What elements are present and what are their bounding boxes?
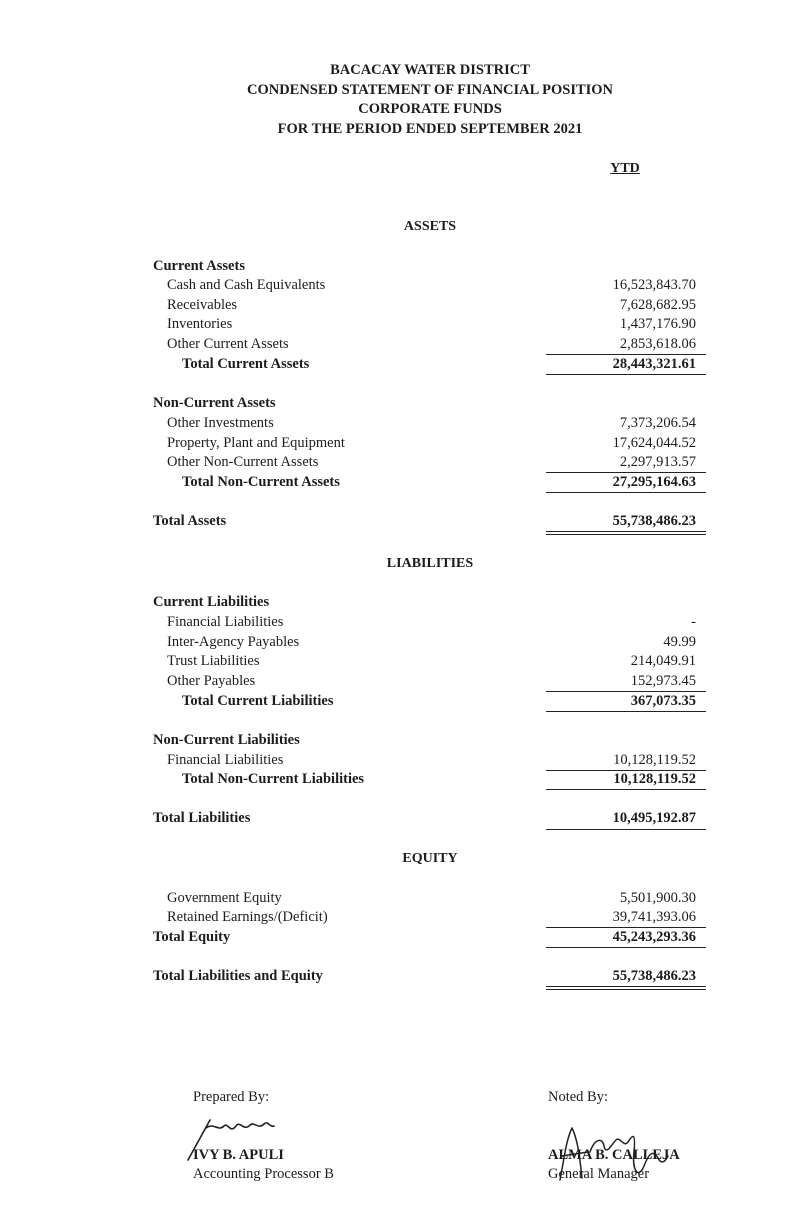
table-row [0, 673, 810, 693]
total-rule [546, 711, 706, 712]
report-fund: CORPORATE FUNDS [358, 101, 502, 117]
row-value: 10,128,119.52 [613, 752, 696, 768]
noted-by-caption: Noted By: [548, 1089, 609, 1105]
total-value: 367,073.35 [630, 693, 696, 709]
row-label: Property, Plant and Equipment [167, 435, 345, 451]
noncurrent-assets-heading: Non-Current Assets [153, 395, 276, 411]
total-assets-row [0, 513, 810, 533]
total-label: Total Liabilities and Equity [153, 968, 323, 984]
double-rule-bottom [546, 534, 706, 535]
report-agency-name: BACACAY WATER DISTRICT [330, 62, 530, 78]
table-row [0, 890, 810, 910]
table-row [0, 277, 810, 297]
double-rule-bottom [546, 989, 706, 990]
row-label: Financial Liabilities [167, 614, 284, 630]
row-label: Other Investments [167, 415, 274, 431]
row-value: 2,853,618.06 [619, 336, 696, 352]
table-row [0, 653, 810, 673]
prepared-by-name: IVY B. APULI [193, 1147, 284, 1163]
total-rule [546, 374, 706, 375]
prepared-by-caption: Prepared By: [193, 1089, 270, 1105]
total-rule [546, 947, 706, 948]
table-row [0, 316, 810, 336]
row-label: Inventories [167, 316, 233, 332]
noncurrent-assets-heading-row [0, 395, 810, 415]
ytd-column-header: YTD [610, 161, 640, 176]
row-value: 16,523,843.70 [612, 277, 696, 293]
row-value: 1,437,176.90 [619, 316, 696, 332]
row-value: 49.99 [663, 634, 696, 650]
prepared-by-position: Accounting Processor B [193, 1166, 334, 1182]
report-title: CONDENSED STATEMENT OF FINANCIAL POSITION [246, 82, 614, 98]
noted-by-position: General Manager [548, 1166, 650, 1182]
total-rule [546, 829, 706, 830]
table-row [0, 614, 810, 634]
row-value: - [691, 614, 696, 630]
subtotal-rule [546, 472, 706, 473]
total-label: Total Liabilities [153, 810, 251, 826]
total-current-assets-row [0, 356, 810, 376]
report-period: FOR THE PERIOD ENDED SEPTEMBER 2021 [277, 121, 583, 137]
total-label: Total Non-Current Assets [182, 474, 340, 490]
total-current-liabilities-row [0, 693, 810, 713]
subtotal-rule [546, 354, 706, 355]
row-value: 214,049.91 [630, 653, 696, 669]
total-liabilities-equity-row [0, 968, 810, 988]
row-label: Retained Earnings/(Deficit) [167, 909, 328, 925]
total-label: Total Non-Current Liabilities [182, 771, 365, 787]
current-assets-heading-row [0, 258, 810, 278]
row-label: Receivables [167, 297, 238, 313]
total-rule [546, 492, 706, 493]
equity-section-title: EQUITY [402, 851, 458, 866]
table-row [0, 909, 810, 929]
subtotal-rule [546, 691, 706, 692]
total-label: Total Current Assets [182, 356, 310, 372]
total-rule [546, 789, 706, 790]
row-label: Trust Liabilities [167, 653, 260, 669]
row-value: 5,501,900.30 [619, 890, 696, 906]
total-label: Total Equity [153, 929, 231, 945]
total-value: 10,128,119.52 [613, 771, 696, 787]
assets-section-title: ASSETS [403, 219, 457, 234]
table-row [0, 297, 810, 317]
row-value: 2,297,913.57 [619, 454, 696, 470]
current-assets-heading: Current Assets [153, 258, 245, 274]
table-row [0, 634, 810, 654]
row-label: Financial Liabilities [167, 752, 284, 768]
table-row [0, 415, 810, 435]
row-label: Cash and Cash Equivalents [167, 277, 326, 293]
total-label: Total Assets [153, 513, 227, 529]
double-rule-top [546, 986, 706, 987]
total-value: 28,443,321.61 [612, 356, 696, 372]
total-value: 45,243,293.36 [612, 929, 696, 945]
row-value: 7,373,206.54 [619, 415, 696, 431]
row-value: 7,628,682.95 [619, 297, 696, 313]
noncurrent-liabilities-heading: Non-Current Liabilities [153, 732, 300, 748]
noncurrent-liabilities-heading-row [0, 732, 810, 752]
double-rule-top [546, 531, 706, 532]
current-liabilities-heading-row [0, 594, 810, 614]
total-liabilities-row [0, 810, 810, 830]
current-liabilities-heading: Current Liabilities [153, 594, 270, 610]
liabilities-section-title: LIABILITIES [386, 556, 474, 571]
total-label: Total Current Liabilities [182, 693, 334, 709]
row-label: Other Current Assets [167, 336, 289, 352]
row-value: 39,741,393.06 [612, 909, 696, 925]
row-value: 152,973.45 [630, 673, 696, 689]
table-row [0, 435, 810, 455]
row-label: Other Non-Current Assets [167, 454, 319, 470]
total-value: 55,738,486.23 [612, 968, 696, 984]
total-value: 55,738,486.23 [612, 513, 696, 529]
subtotal-rule [546, 927, 706, 928]
total-noncurrent-liabilities-row [0, 771, 810, 791]
total-value: 27,295,164.63 [612, 474, 696, 490]
table-row [0, 454, 810, 474]
total-equity-row [0, 929, 810, 949]
row-label: Inter-Agency Payables [167, 634, 300, 650]
row-label: Government Equity [167, 890, 282, 906]
table-row [0, 336, 810, 356]
noted-by-name: ALMA B. CALLEJA [548, 1147, 680, 1163]
table-row [0, 752, 810, 772]
total-noncurrent-assets-row [0, 474, 810, 494]
row-label: Other Payables [167, 673, 256, 689]
total-value: 10,495,192.87 [612, 810, 696, 826]
row-value: 17,624,044.52 [612, 435, 696, 451]
